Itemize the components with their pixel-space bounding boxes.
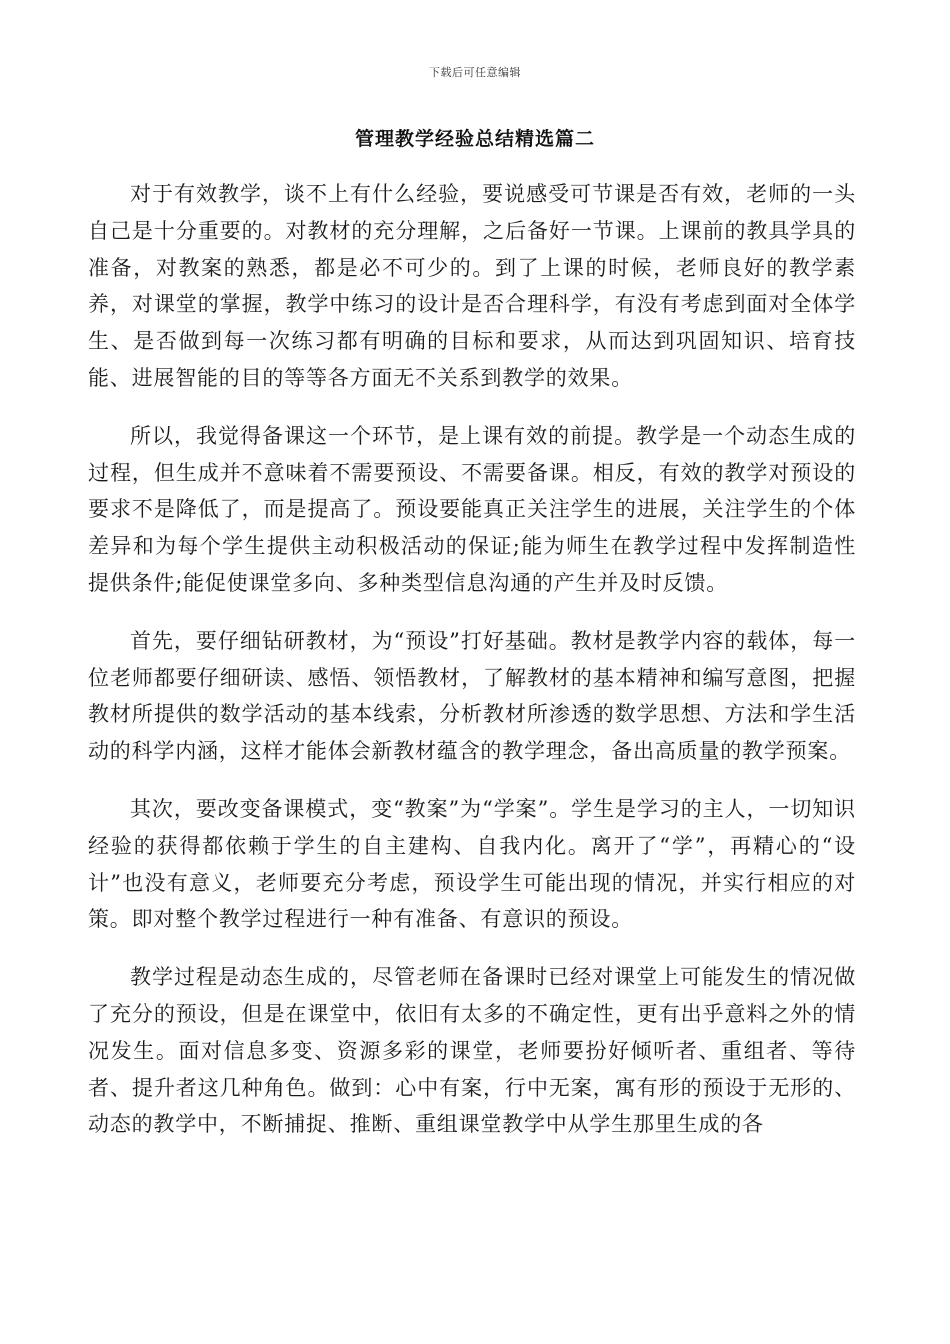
paragraph-2: 所以，我觉得备课这一个环节，是上课有效的前提。教学是一个动态生成的过程，但生成并不意味着不需要预设、不需要备课。相反，有效的教学对预设的要求不是降低了，而是提高了。预设要能真正关注学生的进展，关注学生的个体差异和为每个学生提供主动积极活动的保证;能为师生在教学过程中发挥制造性提供条件;能促使课堂多向、多种类型信息沟通的产生并及时反馈。: [88, 423, 856, 595]
paragraph-3: 首先，要仔细钻研教材，为“预设”打好基础。教材是教学内容的载体，每一位老师都要仔细研读、感悟、领悟教材，了解教材的基本精神和编写意图，把握教材所提供的数学活动的基本线索，分析教材所渗透的数学思想、方法和学生活动的科学内涵，这样才能体会新教材蕴含的教学理念，备出高质量的教学预案。: [88, 628, 856, 764]
paragraph-4: 其次，要改变备课模式，变“教案”为“学案”。学生是学习的主人，一切知识经验的获得都依赖于学生的自主建构、自我内化。离开了“学”，再精心的“设计”也没有意义，老师要充分考虑，预设学生可能出现的情况，并实行相应的对策。即对整个教学过程进行一种有准备、有意识的预设。: [88, 796, 856, 932]
document-title: 管理教学经验总结精选篇二: [354, 128, 595, 150]
paragraph-1: 对于有效教学，谈不上有什么经验，要说感受可节课是否有效，老师的一头自己是十分重要的。对教材的充分理解，之后备好一节课。上课前的教具学具的准备，对教案的熟悉，都是必不可少的。到了上课的时候，老师良好的教学素养，对课堂的掌握，教学中练习的设计是否合理科学，有没有考虑到面对全体学生、是否做到每一次练习都有明确的目标和要求，从而达到巩固知识、培育技能、进展智能的目的等等各方面无不关系到教学的效果。: [88, 182, 856, 390]
document-body: [88, 176, 856, 1164]
paragraph-5: 教学过程是动态生成的，尽管老师在备课时已经对课堂上可能发生的情况做了充分的预设，但是在课堂中，依旧有太多的不确定性，更有出乎意料之外的情况发生。面对信息多变、资源多彩的课堂，老师要扮好倾听者、重组者、等待者、提升者这几种角色。做到：心中有案，行中无案，寓有形的预设于无形的、动态的教学中，不断捕捉、推断、重组课堂教学中从学生那里生成的各: [88, 965, 856, 1137]
header-note: 下载后可任意编辑: [429, 66, 521, 79]
